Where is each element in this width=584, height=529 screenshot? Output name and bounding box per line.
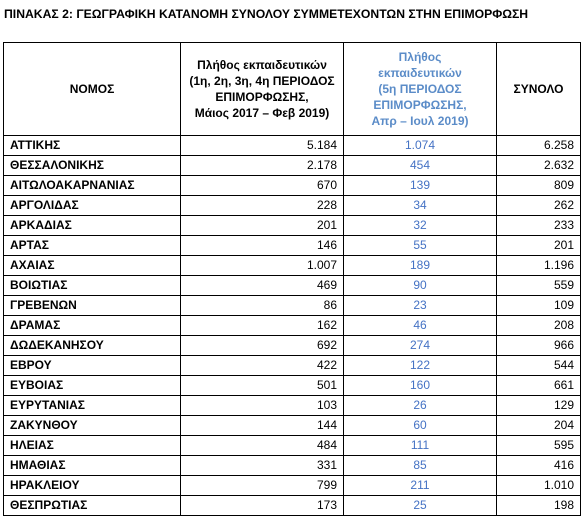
table-row <box>4 356 581 376</box>
table-header-row <box>4 43 581 136</box>
total-cell: 2.632 <box>497 156 581 176</box>
table-row <box>4 396 581 416</box>
periods-1-4-cell: 146 <box>181 236 344 256</box>
total-cell: 966 <box>497 336 581 356</box>
periods-1-4-cell: 1.007 <box>181 256 344 276</box>
total-cell: 416 <box>497 456 581 476</box>
nomos-cell: ΑΡΤΑΣ <box>4 236 181 256</box>
total-cell: 204 <box>497 416 581 436</box>
total-cell: 1.196 <box>497 256 581 276</box>
header-nomos: ΝΟΜΟΣ <box>4 43 181 136</box>
table-caption: ΠΙΝΑΚΑΣ 2: ΓΕΩΓΡΑΦΙΚΗ ΚΑΤΑΝΟΜΗ ΣΥΝΟΛΟΥ ΣΥΜΜΕΤΕΧΟΝΤΩΝ ΣΤΗΝ ΕΠΙΜΟΡΦΩΣΗ <box>4 7 529 21</box>
period-5-cell: 189 <box>344 256 497 276</box>
total-cell: 129 <box>497 396 581 416</box>
nomos-cell: ΔΡΑΜΑΣ <box>4 316 181 336</box>
period-5-cell: 60 <box>344 416 497 436</box>
table-row <box>4 436 581 456</box>
periods-1-4-cell: 2.178 <box>181 156 344 176</box>
total-cell: 595 <box>497 436 581 456</box>
header-period-5-line: ΕΠΙΜΟΡΦΩΣΗΣ, <box>373 98 467 112</box>
period-5-cell: 274 <box>344 336 497 356</box>
table-row <box>4 376 581 396</box>
period-5-cell: 34 <box>344 196 497 216</box>
periods-1-4-cell: 422 <box>181 356 344 376</box>
table-row <box>4 176 581 196</box>
period-5-cell: 122 <box>344 356 497 376</box>
table-row <box>4 196 581 216</box>
nomos-cell: ΕΥΒΟΙΑΣ <box>4 376 181 396</box>
periods-1-4-cell: 173 <box>181 496 344 516</box>
period-5-cell: 25 <box>344 496 497 516</box>
period-5-cell: 454 <box>344 156 497 176</box>
period-5-cell: 46 <box>344 316 497 336</box>
period-5-cell: 23 <box>344 296 497 316</box>
nomos-cell: ΗΛΕΙΑΣ <box>4 436 181 456</box>
table-row <box>4 136 581 156</box>
table-row <box>4 216 581 236</box>
nomos-cell: ΗΡΑΚΛΕΙΟΥ <box>4 476 181 496</box>
nomos-cell: ΕΒΡΟΥ <box>4 356 181 376</box>
total-cell: 661 <box>497 376 581 396</box>
table-body <box>4 136 581 516</box>
periods-1-4-cell: 103 <box>181 396 344 416</box>
periods-1-4-cell: 484 <box>181 436 344 456</box>
total-cell: 233 <box>497 216 581 236</box>
table-row <box>4 416 581 436</box>
table-row <box>4 256 581 276</box>
total-cell: 198 <box>497 496 581 516</box>
periods-1-4-cell: 469 <box>181 276 344 296</box>
header-periods-1-4 <box>181 43 344 136</box>
periods-1-4-cell: 162 <box>181 316 344 336</box>
nomos-cell: ΒΟΙΩΤΙΑΣ <box>4 276 181 296</box>
header-periods-1-4-line: Μάιος 2017 – Φεβ 2019) <box>194 106 330 120</box>
nomos-cell: ΔΩΔΕΚΑΝΗΣΟΥ <box>4 336 181 356</box>
total-cell: 262 <box>497 196 581 216</box>
total-cell: 109 <box>497 296 581 316</box>
periods-1-4-cell: 331 <box>181 456 344 476</box>
header-total: ΣΥΝΟΛΟ <box>497 43 581 136</box>
table-row <box>4 456 581 476</box>
total-cell: 544 <box>497 356 581 376</box>
period-5-cell: 139 <box>344 176 497 196</box>
nomos-cell: ΑΤΤΙΚΗΣ <box>4 136 181 156</box>
period-5-cell: 55 <box>344 236 497 256</box>
table-row <box>4 156 581 176</box>
header-periods-1-4-line: ΕΠΙΜΟΡΦΩΣΗΣ, <box>215 90 309 104</box>
period-5-cell: 211 <box>344 476 497 496</box>
table-row <box>4 276 581 296</box>
period-5-cell: 90 <box>344 276 497 296</box>
period-5-cell: 1.074 <box>344 136 497 156</box>
nomos-cell: ΑΙΤΩΛΟΑΚΑΡΝΑΝΙΑΣ <box>4 176 181 196</box>
total-cell: 559 <box>497 276 581 296</box>
header-period-5 <box>344 43 497 136</box>
nomos-cell: ΘΕΣΣΑΛΟΝΙΚΗΣ <box>4 156 181 176</box>
header-period-5-line: Πλήθος <box>398 50 442 64</box>
header-period-5-line: Απρ – Ιουλ 2019) <box>371 114 469 128</box>
periods-1-4-cell: 5.184 <box>181 136 344 156</box>
table-row <box>4 476 581 496</box>
table-row <box>4 296 581 316</box>
nomos-cell: ΘΕΣΠΡΩΤΙΑΣ <box>4 496 181 516</box>
periods-1-4-cell: 144 <box>181 416 344 436</box>
period-5-cell: 160 <box>344 376 497 396</box>
period-5-cell: 85 <box>344 456 497 476</box>
header-period-5-line: (5η ΠΕΡΙΟΔΟΣ <box>378 82 462 96</box>
total-cell: 809 <box>497 176 581 196</box>
total-cell: 1.010 <box>497 476 581 496</box>
table-row <box>4 496 581 516</box>
table-row <box>4 336 581 356</box>
nomos-cell: ΕΥΡΥΤΑΝΙΑΣ <box>4 396 181 416</box>
table-row <box>4 236 581 256</box>
periods-1-4-cell: 692 <box>181 336 344 356</box>
nomos-cell: ΓΡΕΒΕΝΩΝ <box>4 296 181 316</box>
header-period-5-line: εκπαιδευτικών <box>378 66 462 80</box>
period-5-cell: 111 <box>344 436 497 456</box>
table-row <box>4 316 581 336</box>
total-cell: 208 <box>497 316 581 336</box>
nomos-cell: ΑΡΓΟΛΙΔΑΣ <box>4 196 181 216</box>
periods-1-4-cell: 799 <box>181 476 344 496</box>
period-5-cell: 32 <box>344 216 497 236</box>
nomos-cell: ΑΡΚΑΔΙΑΣ <box>4 216 181 236</box>
header-periods-1-4-line: (1η, 2η, 3η, 4η ΠΕΡΙΟΔΟΣ <box>189 74 335 88</box>
nomos-cell: ΖΑΚΥΝΘΟΥ <box>4 416 181 436</box>
periods-1-4-cell: 86 <box>181 296 344 316</box>
participants-table <box>3 42 581 516</box>
periods-1-4-cell: 228 <box>181 196 344 216</box>
total-cell: 6.258 <box>497 136 581 156</box>
nomos-cell: ΗΜΑΘΙΑΣ <box>4 456 181 476</box>
header-periods-1-4-line: Πλήθος εκπαιδευτικών <box>197 58 327 72</box>
periods-1-4-cell: 501 <box>181 376 344 396</box>
total-cell: 201 <box>497 236 581 256</box>
nomos-cell: ΑΧΑΙΑΣ <box>4 256 181 276</box>
periods-1-4-cell: 201 <box>181 216 344 236</box>
periods-1-4-cell: 670 <box>181 176 344 196</box>
period-5-cell: 26 <box>344 396 497 416</box>
